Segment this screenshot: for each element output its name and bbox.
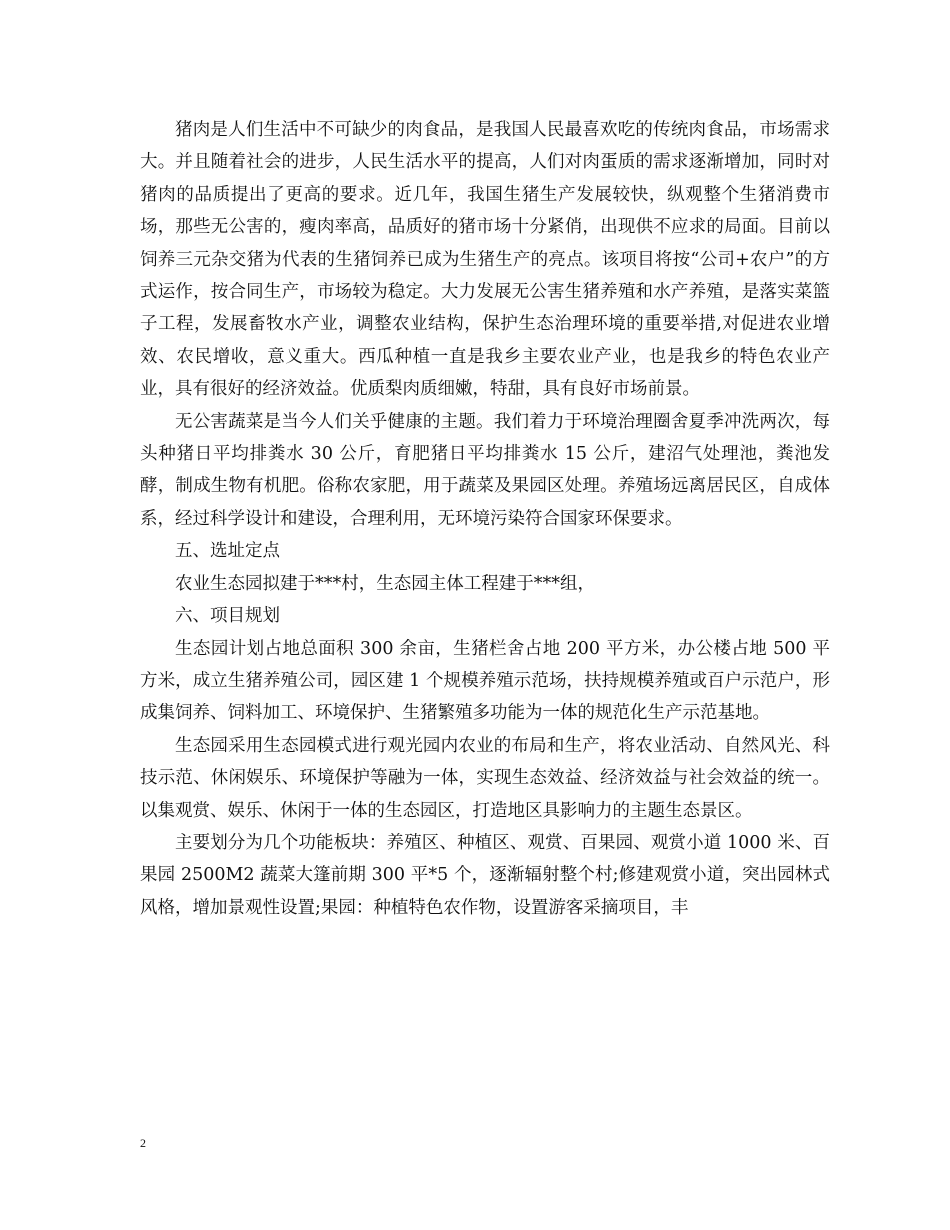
paragraph-pollution-free-vegetables: 无公害蔬菜是当今人们关乎健康的主题。我们着力于环境治理圈舍夏季冲洗两次，每头种猪日平均排粪水 30 公斤，育肥猪日平均排粪水 15 公斤，建沼气处理池，粪池发酵，制成生物有机肥。俗称农家肥，用于蔬菜及果园区处理。养殖场远离居民区，自成体系，经过科学设计和建设，合理利用，无环境污染符合国家环保要求。 bbox=[140, 411, 830, 529]
paragraph-eco-park-model: 生态园采用生态园模式进行观光园内农业的布局和生产，将农业活动、自然风光、科技示范、休闲娱乐、环境保护等融为一体，实现生态效益、经济效益与社会效益的统一。以集观赏、娱乐、休闲于一体的生态园区，打造地区具影响力的主题生态景区。 bbox=[140, 735, 830, 821]
paragraph-site-location: 农业生态园拟建于***村，生态园主体工程建于***组， bbox=[175, 573, 595, 594]
page-number: 2 bbox=[140, 1136, 146, 1150]
section-heading-project-planning: 六、项目规划 bbox=[175, 606, 280, 627]
paragraph-area-plan: 生态园计划占地总面积 300 余亩，生猪栏舍占地 200 平方米，办公楼占地 500 平方米，成立生猪养殖公司，园区建 1 个规模养殖示范场，扶持规模养殖或百户示范户，形成集饲养、饲料加工、环境保护、生猪繁殖多功能为一体的规范化生产示范基地。 bbox=[140, 638, 830, 724]
paragraph-functional-zones: 主要划分为几个功能板块：养殖区、种植区、观赏、百果园、观赏小道 1000 米、百果园 2500M2 蔬菜大篷前期 300 平*5 个，逐渐辐射整个村;修建观赏小道，突出园林式风格，增加景观性设置;果园：种植特色农作物，设置游客采摘项目，丰 bbox=[140, 832, 830, 918]
section-heading-site-selection: 五、选址定点 bbox=[175, 541, 280, 562]
document-body bbox=[140, 114, 830, 924]
paragraph-pork-market: 猪肉是人们生活中不可缺少的肉食品，是我国人民最喜欢吃的传统肉食品，市场需求大。并且随着社会的进步，人民生活水平的提高，人们对肉蛋质的需求逐渐增加，同时对猪肉的品质提出了更高的要求。近几年，我国生猪生产发展较快，纵观整个生猪消费市场，那些无公害的，瘦肉率高，品质好的猪市场十分紧俏，出现供不应求的局面。目前以饲养三元杂交猪为代表的生猪饲养已成为生猪生产的亮点。该项目将按“公司+农户”的方式运作，按合同生产，市场较为稳定。大力发展无公害生猪养殖和水产养殖，是落实菜篮子工程，发展畜牧水产业，调整农业结构，保护生态治理环境的重要举措,对促进农业增效、农民增收，意义重大。西瓜种植一直是我乡主要农业产业，也是我乡的特色农业产业，具有很好的经济效益。优质梨肉质细嫩，特甜，具有良好市场前景。 bbox=[140, 120, 830, 400]
